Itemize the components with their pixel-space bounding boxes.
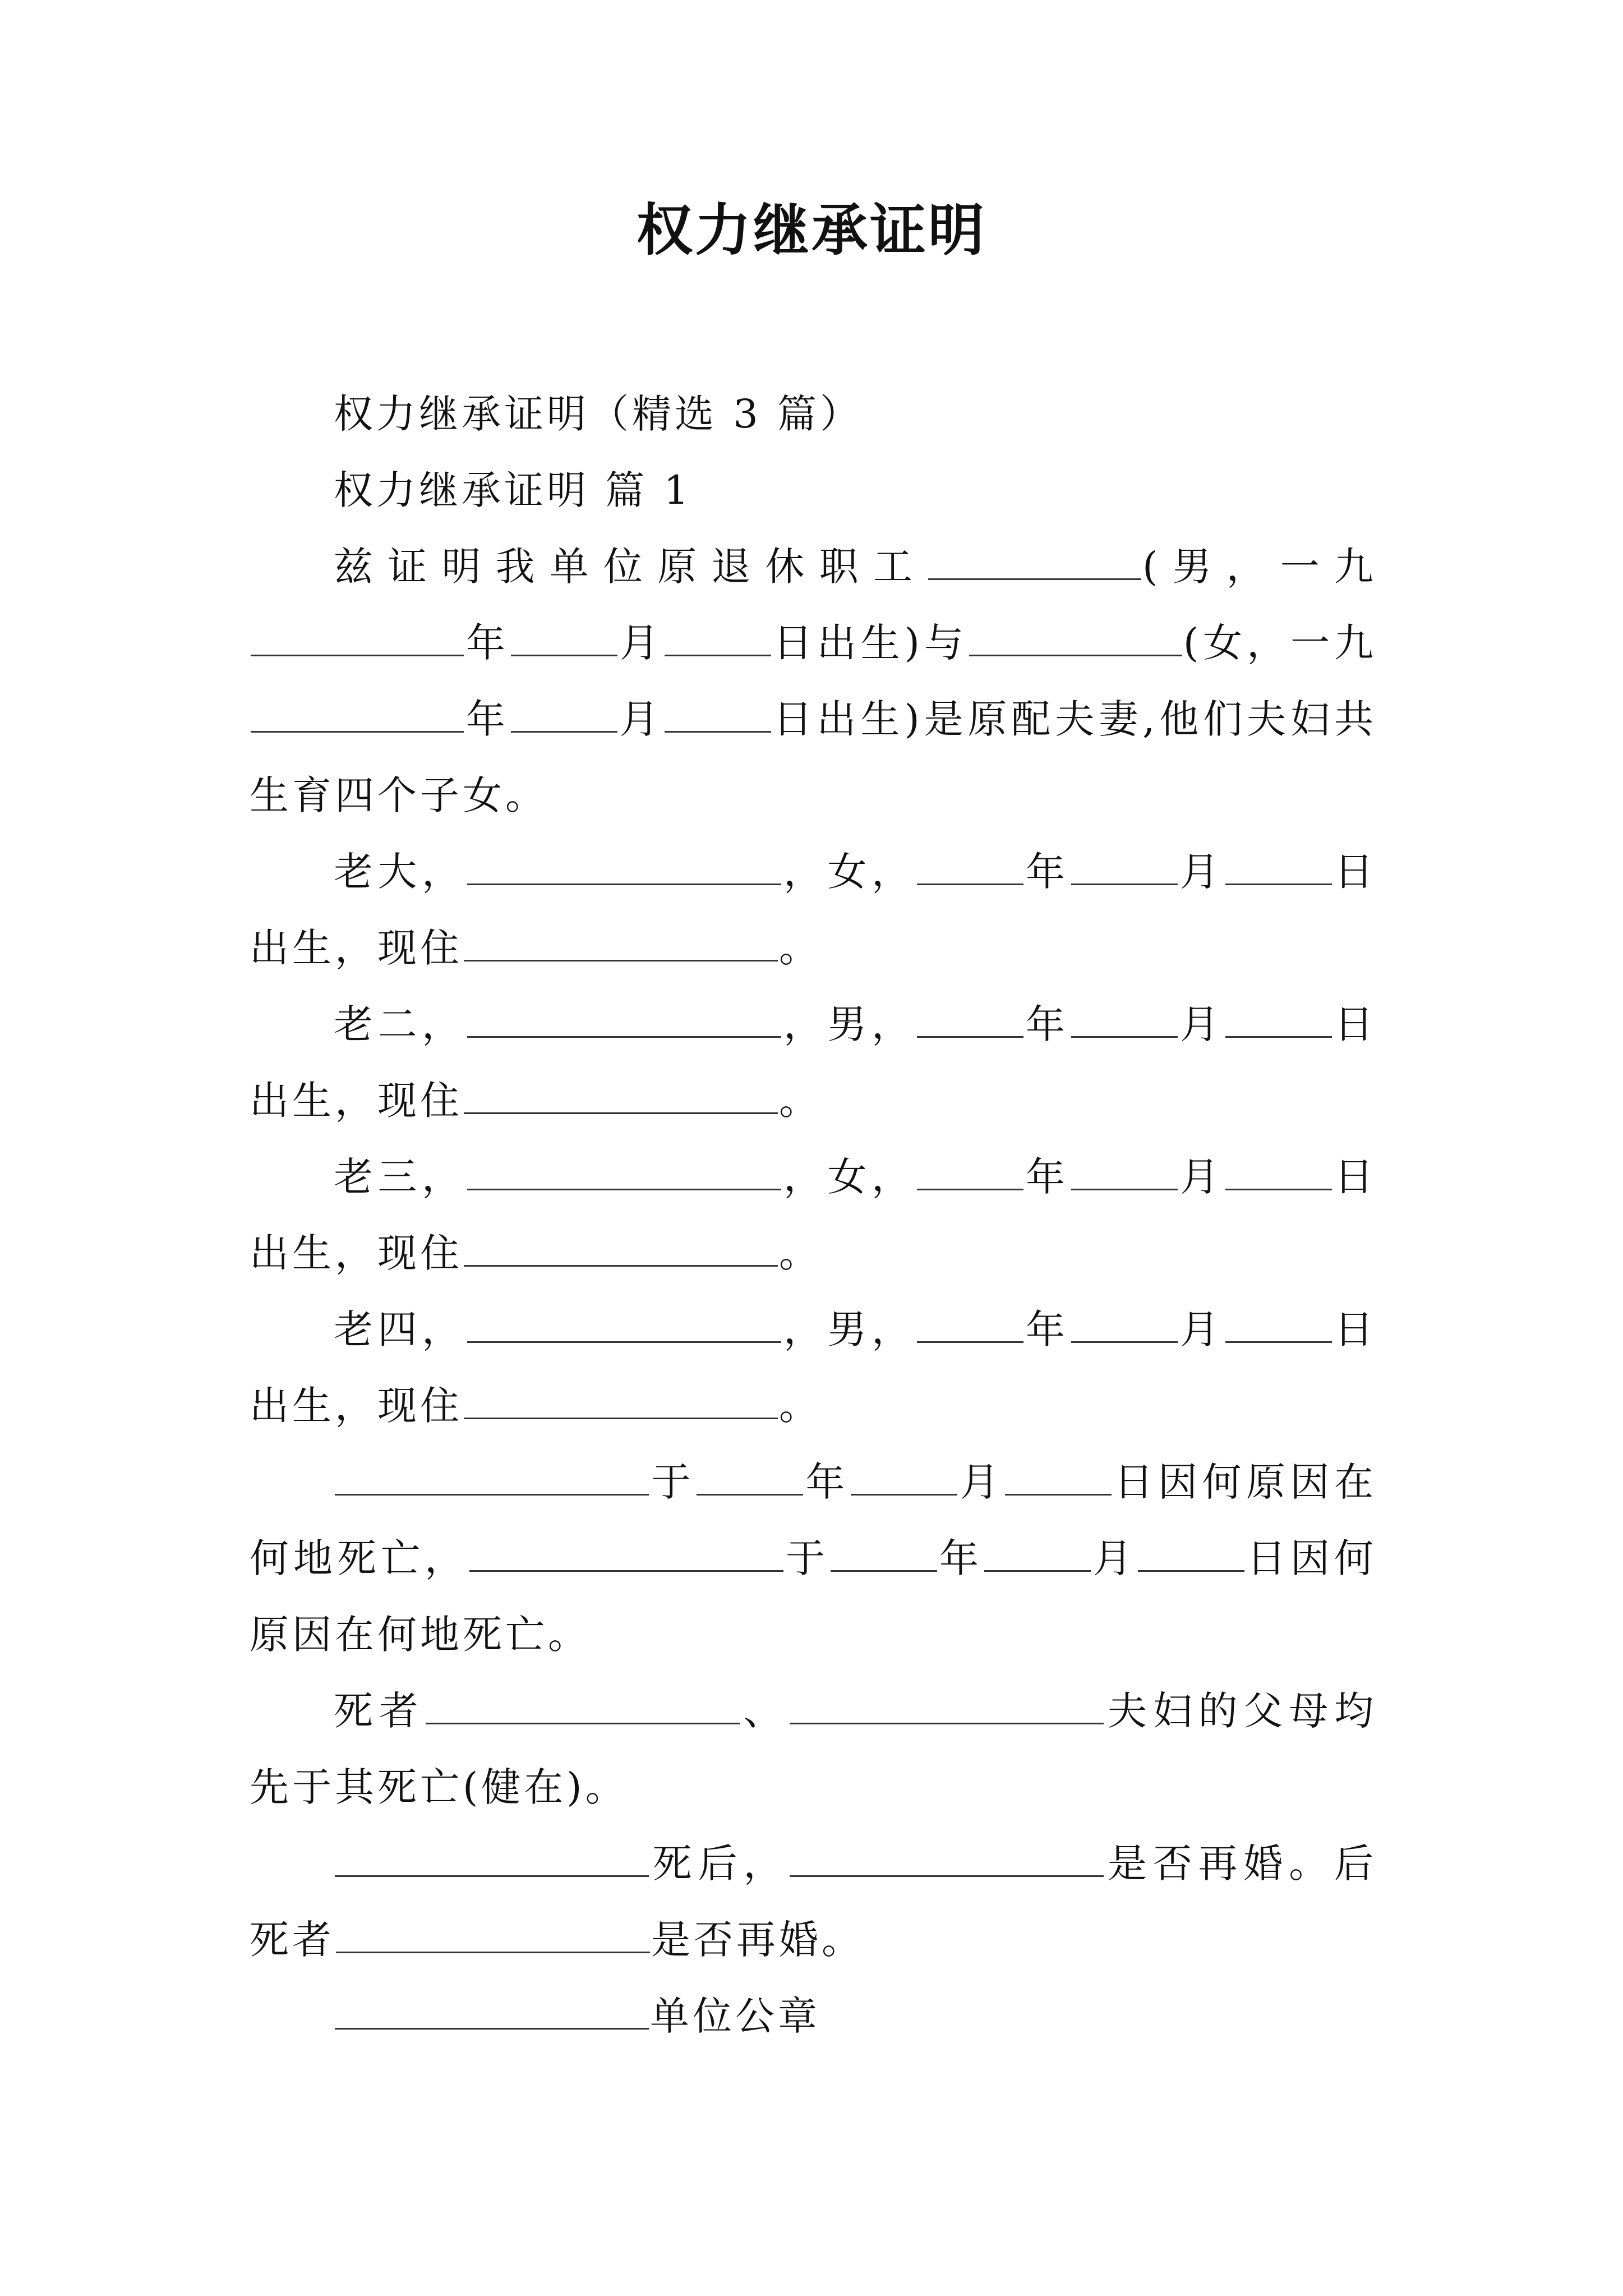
blank-field[interactable] [335,1838,649,1878]
blank-field[interactable] [467,846,781,886]
blank-field[interactable] [1071,846,1178,886]
blank-field[interactable] [335,1991,649,2030]
blank-field[interactable] [467,999,781,1038]
blank-field[interactable] [969,618,1182,657]
text-segment: 是否再婚。后死者 [250,1841,1377,1963]
document-title: 权力继承证明 [637,197,986,263]
child-label: 老三， [334,1154,466,1200]
blank-field[interactable] [917,1304,1023,1343]
child-paragraph-4 [250,1291,1377,1444]
intro-paragraph [250,528,1377,834]
blank-field[interactable] [464,1381,778,1420]
blank-field[interactable] [1138,1533,1244,1572]
blank-field[interactable] [1225,846,1332,886]
text-segment: 日出生)与 [772,620,968,666]
text-segment: 年 [465,696,510,742]
child-paragraph-2 [250,986,1377,1139]
child-paragraph-3 [250,1139,1377,1291]
text-segment: 年 [1024,1306,1070,1352]
blank-field[interactable] [917,1152,1023,1191]
blank-field[interactable] [665,694,771,733]
text-segment: 。 [779,1078,822,1124]
blank-field[interactable] [1071,999,1178,1038]
text-segment: 、 [740,1688,789,1734]
text-segment: (女，一九 [1183,620,1377,666]
text-segment: 日因何原因在何地死亡。 [250,1535,1377,1658]
text-segment: 。 [779,1383,822,1429]
child-paragraph-1 [250,834,1377,986]
text-segment: 年 [804,1459,850,1505]
blank-field[interactable] [335,1457,649,1496]
text-segment: 月 [1178,1306,1224,1352]
blank-field[interactable] [790,1838,1104,1878]
text-segment: 夫妇的父母均先于其死亡(健在)。 [250,1688,1377,1810]
text-segment: 于 [650,1459,695,1505]
text-segment: 年 [938,1535,983,1581]
text-segment: 死后， [650,1841,789,1887]
blank-field[interactable] [464,1228,778,1267]
parents-paragraph [250,1673,1377,1825]
blank-field[interactable] [917,999,1023,1038]
text-segment: 月 [1178,1154,1224,1200]
text-segment: ，女， [782,1154,916,1200]
blank-field[interactable] [917,846,1023,886]
blank-field[interactable] [984,1533,1091,1572]
blank-field[interactable] [251,618,464,657]
seal-label: 单位公章 [650,1993,820,2039]
text-segment: 月 [1178,1001,1224,1047]
document-body [250,376,1377,2054]
section-heading: 权力继承证明 篇 1 [334,467,693,513]
blank-field[interactable] [336,1915,650,1954]
blank-field[interactable] [464,1075,778,1115]
blank-field[interactable] [511,618,617,657]
text-segment: 死者 [334,1688,425,1734]
text-segment: 月 [1178,849,1224,895]
blank-field[interactable] [1225,1304,1332,1343]
death-paragraph [250,1444,1377,1673]
text-segment: 日出生，现住 [250,1001,1377,1124]
blank-field[interactable] [1005,1457,1112,1496]
subtitle: 权力继承证明（精选 3 篇） [334,391,863,437]
text-segment: 。 [779,925,822,971]
blank-field[interactable] [928,541,1141,581]
text-segment: ，男， [782,1306,916,1352]
text-segment: (男，一九 [1142,544,1377,590]
text-segment: 年 [1024,1154,1070,1200]
blank-field[interactable] [790,1686,1104,1725]
text-segment: 日出生，现住 [250,849,1377,971]
seal-line [250,1978,1377,2054]
text-segment: 日出生)是原配夫妻,他们夫妇共生育四个子女。 [250,696,1377,818]
blank-field[interactable] [511,694,617,733]
blank-field[interactable] [1071,1304,1178,1343]
blank-field[interactable] [831,1533,937,1572]
remarriage-paragraph [250,1825,1377,1978]
text-segment: 年 [1024,849,1070,895]
blank-field[interactable] [1225,1152,1332,1191]
child-label: 老四， [334,1306,466,1352]
blank-field[interactable] [469,1533,783,1572]
text-segment: 年 [465,620,510,666]
text-segment: 月 [958,1459,1004,1505]
blank-field[interactable] [1071,1152,1178,1191]
blank-field[interactable] [464,923,778,962]
text-segment: 是否再婚。 [651,1917,864,1963]
text-segment: 月 [618,620,663,666]
blank-field[interactable] [697,1457,803,1496]
text-segment: 于 [785,1535,829,1581]
text-segment: 日出生，现住 [250,1154,1377,1276]
text-segment: 月 [1092,1535,1137,1581]
blank-field[interactable] [467,1152,781,1191]
text-segment: 日出生，现住 [250,1306,1377,1429]
text-segment: ，女， [782,849,916,895]
text-segment: 日因何原因在何地死亡， [250,1459,1377,1581]
text-segment: 年 [1024,1001,1070,1047]
text-segment: 兹证明我单位原退休职工 [334,544,927,590]
child-label: 老二， [334,1001,466,1047]
blank-field[interactable] [665,618,771,657]
blank-field[interactable] [426,1686,740,1725]
blank-field[interactable] [1225,999,1332,1038]
child-label: 老大， [334,849,466,895]
text-segment: ，男， [782,1001,916,1047]
blank-field[interactable] [851,1457,957,1496]
blank-field[interactable] [251,694,464,733]
text-segment: 月 [618,696,663,742]
blank-field[interactable] [467,1304,781,1343]
text-segment: 。 [779,1230,822,1276]
